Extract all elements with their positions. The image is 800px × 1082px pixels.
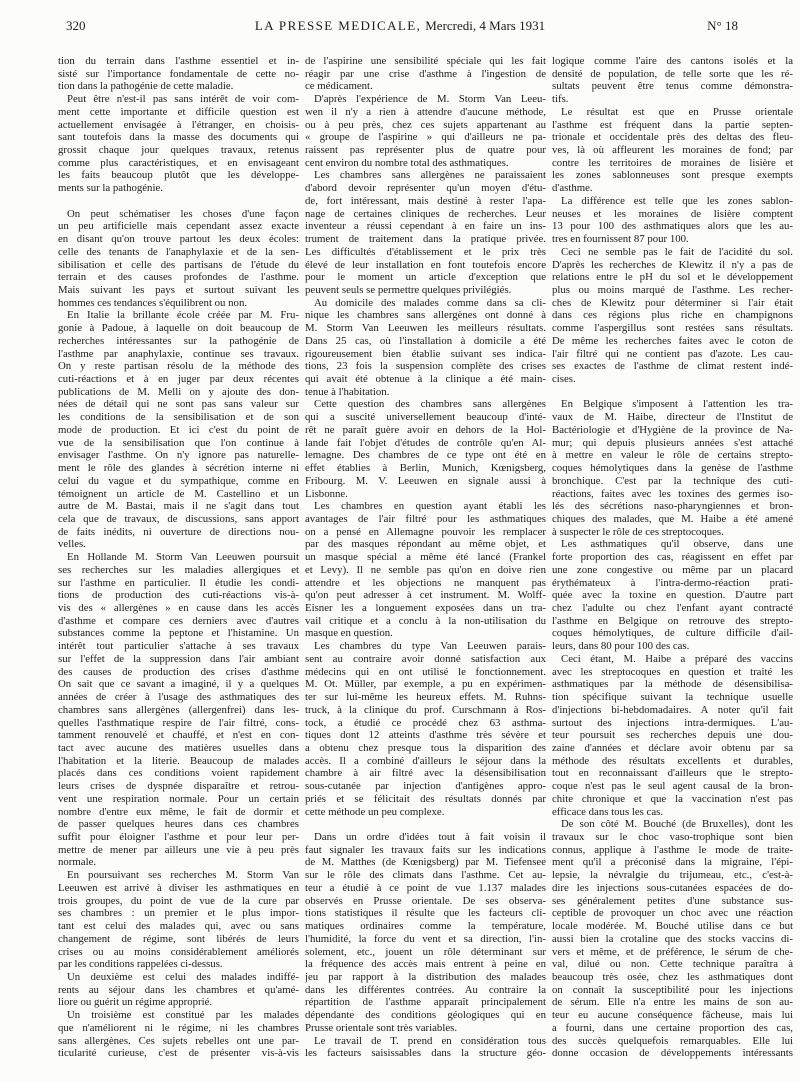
text-line: lés des sécrétions naso-pharyngiennes et bron- bbox=[552, 500, 793, 513]
text-line: matiques ordinaires comme la température, bbox=[305, 920, 546, 933]
text-line: trument de traitement dans la pratique privée. bbox=[305, 233, 546, 246]
text-line: Leeuwen est arrivé à diviser les asthmatiques en bbox=[58, 881, 299, 894]
running-header bbox=[0, 18, 800, 38]
text-line: logique comme l'aire des cantons isolés et la bbox=[552, 55, 793, 67]
text-line: publications de M. Melli on y ajoute des don- bbox=[58, 385, 299, 398]
text-line: sur le rôle des climats dans l'asthme. Cet au- bbox=[305, 869, 546, 882]
text-line: de M. Matthes (de Kœnigsberg) par M. Tiefensee bbox=[305, 856, 546, 869]
text-line: wen il n'y a rien à attendre d'aucune méthode, bbox=[305, 105, 546, 118]
text-line: solement, etc., jouent un rôle déterminant sur bbox=[305, 945, 546, 958]
text-line: leurs, dans 80 pour 100 des cas. bbox=[552, 640, 690, 653]
text-line: l'air filtré qui ne contient pas d'azote. Les cau- bbox=[552, 347, 793, 360]
text-line: ses exactes de l'asthme de climat restent indé- bbox=[552, 360, 793, 373]
text-line: jeu par rapport à la distribution des malades bbox=[305, 970, 546, 983]
text-line: autre de M. Bastai, mais il ne s'agit dans tout bbox=[58, 500, 299, 513]
text-line: ce médicament. bbox=[305, 80, 373, 93]
text-line: de sérum. Elle n'a entre les mains de son au- bbox=[552, 996, 793, 1009]
text-line: dans ces régions plus riche en champignons bbox=[552, 309, 793, 322]
text-line: tout en reconnaissant d'ailleurs que le strepto- bbox=[552, 767, 793, 780]
text-line: priés et se félicitait des résultats donnés par bbox=[305, 792, 546, 805]
text-line: changement de régime, sont libérés de leurs bbox=[58, 932, 299, 945]
text-line: leurs crises de dyspnée disparaître et retrou- bbox=[58, 780, 299, 793]
text-line: par des masques répondant au même objet, et bbox=[305, 538, 546, 551]
text-line: surtout des injections intra-dermiques. L'au- bbox=[552, 716, 793, 729]
text-line: forte proportion des cas, réagissent en effet par bbox=[552, 551, 793, 564]
text-line: et Levy). Il ne semble pas qu'on en doive rien bbox=[305, 563, 546, 576]
text-line: peuvent seuls se permettre quelques privilégiés. bbox=[305, 283, 512, 296]
text-line: on a pensé en Allemagne pouvoir les remplacer bbox=[305, 525, 546, 538]
text-line: trois groupes, du point de vue de la cure par bbox=[58, 894, 299, 907]
text-line: tifs. bbox=[552, 93, 569, 106]
text-line: cises. bbox=[552, 373, 576, 386]
text-line: tion du terrain dans l'asthme essentiel et in- bbox=[58, 55, 299, 67]
text-line: quelles l'asthmatique respire de l'air filtré, cons- bbox=[58, 716, 299, 729]
text-line: ment le rôle des glandes à sécrétion interne ni bbox=[58, 462, 299, 475]
text-line: sans allergènes. Ces sujets rebelles ont une par- bbox=[58, 1034, 299, 1047]
text-line: Bactériologie et d'Hygiène de la province de Na- bbox=[552, 423, 793, 436]
text-line: nique les chambres sans allergènes ont donné à bbox=[305, 309, 546, 322]
text-line: nombre d'entre eux même, le fait de dormir et bbox=[58, 805, 299, 818]
text-line: bronchique. C'est par la technique des cuti- bbox=[552, 474, 793, 487]
text-line: un peu artificielle mais cependant assez exacte bbox=[58, 220, 299, 233]
text-line: a obtenu chez presque tous la disparition des bbox=[305, 741, 546, 754]
text-line: trionale et occidentale près des deltas des fleu- bbox=[552, 131, 793, 144]
text-line: D'après les recherches de Klewitz il n'y a pas de bbox=[552, 258, 793, 271]
text-line: lepsie, la névralgie du trijumeau, etc., c'est-à- bbox=[552, 869, 793, 882]
text-line: chambres sans allergènes (allergenfrei) dans les- bbox=[58, 703, 299, 716]
text-column-1 bbox=[58, 55, 299, 1060]
text-line: nage de certaines cliniques de recherches. Leur bbox=[305, 207, 546, 220]
text-line: cela que de travaux, de discussions, sans apport bbox=[58, 512, 299, 525]
text-line: substances comme la peptone et l'histamine. Un bbox=[58, 627, 299, 640]
text-line: une zone congestive ou même par un placard bbox=[552, 563, 793, 576]
text-line: intérêt tout particulier s'attache à ses travaux bbox=[58, 640, 299, 653]
text-line: chambre à air filtré avec la désensibilisation bbox=[305, 767, 546, 780]
journal-name: LA PRESSE MEDICALE, bbox=[254, 18, 422, 33]
text-line: neuses et les moraines de lisière comptent bbox=[552, 207, 793, 220]
text-line: Les asthmatiques qu'il observe, dans une bbox=[561, 538, 793, 551]
text-line: aussi bien la crotaline que des stocks vaccins di- bbox=[552, 932, 793, 945]
text-line: méthode des résultats excellents et durables, bbox=[552, 754, 793, 767]
text-line: val, dilué ou non. Cette technique paraîtra à bbox=[552, 958, 793, 971]
text-line: raissent pas représenter plus de quatre pour bbox=[305, 144, 546, 157]
text-line: vail critique et a conclu à la non-utilisation du bbox=[305, 614, 546, 627]
text-line: Eisner les a longuement exposées dans un tra- bbox=[305, 602, 546, 615]
text-line: faut signaler les travaux faits sur les indications bbox=[305, 843, 546, 856]
text-line: velles. bbox=[58, 538, 86, 551]
text-line: crises ou au moins considérablement améliorés bbox=[58, 945, 299, 958]
text-line: actuellement envisagée à l'étranger, en choisis- bbox=[58, 118, 299, 131]
text-line: Ceci étant, M. Haibe a préparé des vaccins bbox=[561, 652, 793, 665]
issue-number: N° 18 bbox=[707, 18, 738, 33]
text-line: beaucoup très osée, chez les asthmatiques dont bbox=[552, 970, 793, 983]
text-line: a fourni, dans une certaine proportion des cas, bbox=[552, 1021, 793, 1034]
text-line: masque en question. bbox=[305, 627, 393, 640]
text-line: Les difficultés d'établissement et le prix très bbox=[305, 245, 546, 258]
text-line: l'asthme par anaphylaxie, continue ses travaux. bbox=[58, 347, 299, 360]
text-line: teur a étudié à ce point de vue 1.137 malades bbox=[305, 881, 546, 894]
text-line: celui du vague et du sympathique, comme en bbox=[58, 474, 299, 487]
text-line: La différence est telle que les zones sablon- bbox=[561, 194, 793, 207]
text-line: truck, à la clinique du prof. Curschmann à Ros- bbox=[305, 703, 546, 716]
text-line: tions de production des cuti-réactions vis-à- bbox=[58, 589, 299, 602]
text-line: Les chambres en question ayant établi les bbox=[314, 500, 546, 513]
text-column-2 bbox=[305, 55, 546, 1060]
text-line: Dans 25 cas, où l'installation à domicile a été bbox=[305, 334, 546, 347]
text-line: un masque spécial a même été lancé (Frankel bbox=[305, 551, 546, 564]
text-line: teur poursuit ses recherches depuis une dou- bbox=[552, 729, 793, 742]
text-line: les faits beaucoup plutôt que les développe- bbox=[58, 169, 299, 182]
text-line: vers et même, et de préférence, le sérum de che- bbox=[552, 945, 793, 958]
text-line: ceptible de provoquer un choc avec une réaction bbox=[552, 907, 793, 920]
text-line: cent environ du nombre total des asthmatiques. bbox=[305, 156, 509, 169]
text-line: zaine d'années et déclare avoir obtenu par sa bbox=[552, 741, 793, 754]
text-line: que n'améliorent ni le régime, ni les chambres bbox=[58, 1021, 299, 1034]
text-line: sent au contraire avoir donné satisfaction aux bbox=[305, 652, 546, 665]
text-line: d'injections bi-hebdomadaires. A noter qu'il fait bbox=[552, 703, 793, 716]
text-line: relations entre le pH du sol et le développement bbox=[552, 271, 793, 284]
text-line: ves, là où affleurent les moraines de fond; par bbox=[552, 144, 793, 157]
text-line: travaux sur le choc vaso-trophique sont bien bbox=[552, 831, 793, 843]
text-line: tamment renouvelé et chauffé, et n'est en con- bbox=[58, 729, 299, 742]
text-line: terrain et des causes profondes de l'asthme. bbox=[58, 271, 299, 284]
text-line: rêt ne paraît guère avoir en dehors de la Hol- bbox=[305, 423, 546, 436]
text-line: érythémateux à l'intra-dermo-réaction prati- bbox=[552, 576, 793, 589]
text-line: tact avec aucune des matières usuelles dans bbox=[58, 741, 299, 754]
text-line: coque n'est pas le seul agent causal de la bron- bbox=[552, 780, 793, 793]
text-line: d'abord devoir représenter qu'un moyen d'étu- bbox=[305, 182, 546, 195]
text-line: locale modérée. M. Bouché utilise dans ce but bbox=[552, 920, 793, 933]
text-line: tock, a étudié ce procédé chez 63 asthma- bbox=[305, 716, 546, 729]
text-line: mur; qui depuis plusieurs années s'est attaché bbox=[552, 436, 793, 449]
text-line: dire les injections sous-cutanées espacées de do- bbox=[552, 881, 793, 894]
text-line: des succès quelquefois remarquables. Elle lui bbox=[552, 1034, 793, 1047]
text-line: coques hémolytiques dans la genèse de l'asthme bbox=[552, 462, 793, 475]
text-line: teur eu aucune conséquence fâcheuse, mais lui bbox=[552, 1009, 793, 1022]
text-line: qu'on peut adresser à cet instrument. M. Wolff- bbox=[305, 589, 546, 602]
text-line: En Italie la brillante école créée par M. Fru- bbox=[67, 309, 299, 322]
text-line: De même les recherches faites avec le coton de bbox=[552, 334, 793, 347]
text-line: Un troisième est constitué par les malades bbox=[67, 1009, 299, 1022]
text-line: On sait que ce savant a imaginé, il y a quelques bbox=[58, 678, 299, 691]
text-line: l'habitation et la literie. Beaucoup de malades bbox=[58, 754, 299, 767]
text-line: quée avec la toxine en question. D'autre part bbox=[552, 589, 793, 602]
text-line: ter sur lui-même les heureux effets. M. Ruhns- bbox=[305, 691, 546, 704]
text-line: années de créer à l'usage des asthmatiques des bbox=[58, 691, 299, 704]
text-line: comme plus caractéristiques, et en envisageant bbox=[58, 156, 299, 169]
text-line: On y reste partisan résolu de la méthode des bbox=[58, 360, 299, 373]
text-line: qui a suscité universellement beaucoup d'inté- bbox=[305, 411, 546, 424]
journal-title bbox=[0, 18, 800, 34]
text-line: rigoureusement bien établie suivant ses indica- bbox=[305, 347, 546, 360]
text-line: grossit chaque jour quelques travaux, retenus bbox=[58, 144, 299, 157]
text-line: les facteurs saisissables dans la structure géo- bbox=[305, 1047, 546, 1060]
text-line: Un deuxième est celui des malades indiffé- bbox=[67, 970, 299, 983]
text-line: Peut être n'est-il pas sans intérêt de voir com- bbox=[67, 93, 299, 106]
text-line: D'après l'expérience de M. Storm Van Leeu- bbox=[314, 93, 546, 106]
text-line: cette méthode un peu complexe. bbox=[305, 805, 445, 818]
text-line: efficace dans tous les cas. bbox=[552, 805, 664, 818]
text-line: les conditions de la sensibilisation et de son bbox=[58, 411, 299, 424]
text-line: normale. bbox=[58, 856, 97, 869]
text-line: médecins qui en ont utilisé le fonctionnement. bbox=[305, 665, 546, 678]
text-line: dépendante des conditions géologiques qui en bbox=[305, 1009, 546, 1022]
text-line: de faits inédits, ni ouverture de directions nou- bbox=[58, 525, 299, 538]
text-line: celle des tenants de l'anaphylaxie et de la sen- bbox=[58, 245, 299, 258]
text-line: sous-cutanée par injection d'antigènes appro- bbox=[305, 780, 546, 793]
issue-date: Mercredi, 4 Mars 1931 bbox=[425, 18, 546, 33]
text-line: liore ou guérit un régime approprié. bbox=[58, 996, 213, 1009]
text-line: plus ou moins marqué de l'asthme. Les recher- bbox=[552, 283, 793, 296]
text-line: on connaît la susceptibilité pour les injections bbox=[552, 983, 793, 996]
text-line: l'humidité, la force du vent et sa direction, l'in- bbox=[305, 932, 546, 945]
text-line: suffit pour éloigner l'asthme et pour leur per- bbox=[58, 831, 299, 843]
text-line: pour le moment un article d'exception que bbox=[305, 271, 546, 284]
text-line: de l'aspirine une sensibilité spéciale qui les fait bbox=[305, 55, 546, 67]
text-line: M. Ot. Müller, par exemple, a pu en expérimen- bbox=[305, 678, 546, 691]
text-line: d'asthme. bbox=[552, 182, 593, 195]
text-line: dans les différentes contrées. Au contraire la bbox=[305, 983, 546, 996]
text-line: Prusse orientale sont très variables. bbox=[305, 1021, 458, 1034]
text-line: ment qu'il a préconisé dans la migraine, l'épi- bbox=[552, 856, 793, 869]
text-line: tres en fournissent 87 pour 100. bbox=[552, 233, 689, 246]
text-line: à mettre en valeur le rôle de certains strepto- bbox=[552, 449, 793, 462]
text-line: ou à peu près, chez ces sujets appartenant au bbox=[305, 118, 546, 131]
text-line: à suspecter le rôle de ces streptocoques. bbox=[552, 525, 724, 538]
text-line: M. Storm Van Leeuwen les meilleurs résultats. bbox=[305, 322, 546, 335]
text-line: Cette question des chambres sans allergènes bbox=[314, 398, 546, 411]
text-line: comme l'aspergillus sont restées sans résultats. bbox=[552, 322, 793, 335]
text-line: tant est celui des malades qui, avec ou sans bbox=[58, 920, 299, 933]
text-line: par les conditions rappelées ci-dessus. bbox=[58, 958, 223, 971]
text-line: ments sur la pathogénie. bbox=[58, 182, 163, 195]
text-line: vent une respiration normale. Pour un certain bbox=[58, 792, 299, 805]
text-line: connus, applique à l'asthme le mode de traite- bbox=[552, 843, 793, 856]
text-line: tion spécifique suivant la technique usuelle bbox=[552, 691, 793, 704]
text-line: De son côté M. Bouché (de Bruxelles), dont les bbox=[561, 818, 793, 831]
text-line: avantages de l'air filtré pour les asthmatiques bbox=[305, 512, 546, 525]
text-line: Dans un ordre d'idées tout à fait voisin il bbox=[314, 831, 546, 843]
text-line: 13 pour 100 des asthmatiques alors que les au- bbox=[552, 220, 793, 233]
text-line: vis des « allergènes » en cause dans les accès bbox=[58, 602, 299, 615]
text-line: gonie à Padoue, à laquelle on doit beaucoup de bbox=[58, 322, 299, 335]
text-line: de, fort intéressant, mais destiné à rester l'apa- bbox=[305, 194, 546, 207]
text-line: Ceci ne semble pas le fait de l'acidité du sol. bbox=[561, 245, 793, 258]
text-line: tions, 23 fois la suspension complète des crises bbox=[305, 360, 546, 373]
text-line: vaux de M. Haibe, directeur de l'Institut de bbox=[552, 411, 793, 424]
text-line: Mais suivant les pays et surtout suivant les bbox=[58, 283, 299, 296]
text-line: accès. Il a combiné d'ailleurs le séjour dans la bbox=[305, 754, 546, 767]
text-line: mettre de mener par ailleurs une vie à peu près bbox=[58, 843, 299, 856]
text-column-3 bbox=[552, 55, 793, 1060]
text-line: chite chronique et que la vaccination n'est pas bbox=[552, 792, 793, 805]
text-line: Les chambres du type Van Leeuwen parais- bbox=[314, 640, 546, 653]
text-line: rents au séjour dans les chambres et qu'amé- bbox=[58, 983, 299, 996]
text-line: Fribourg. M. V. Leeuwen en signale aussi à bbox=[305, 474, 546, 487]
text-line: tion dans la pathogénie de cette maladie. bbox=[58, 80, 234, 93]
text-line: hommes ces tendances s'équilibrent ou non. bbox=[58, 296, 248, 309]
text-line: la fréquence des accès mais entrent à peine en bbox=[305, 958, 546, 971]
text-line: densité de population, de telle sorte que les ré- bbox=[552, 67, 793, 80]
text-line: ticularité curieuse, c'est de présenter vis-à-vis bbox=[58, 1047, 299, 1060]
text-line: vue de la sensibilisation que l'on continue à bbox=[58, 436, 299, 449]
text-line: d'asthme et compare ces derniers avec d'autres bbox=[58, 614, 299, 627]
text-line: tiques dont 12 atteints d'asthme très sévère et bbox=[305, 729, 546, 742]
text-line: ses recherches sur les maladies allergiques et bbox=[58, 563, 299, 576]
text-line: En Hollande M. Storm Van Leeuwen poursuit bbox=[67, 551, 299, 564]
text-line: sant toutefois dans la masse des documents qui bbox=[58, 131, 299, 144]
text-line: inventeur a réussi cependant à en faire un ins- bbox=[305, 220, 546, 233]
text-line: « groupe de l'aspirine » qui d'ailleurs ne pa- bbox=[305, 131, 546, 144]
text-line: répartition de l'asthme apparaît principalement bbox=[305, 996, 546, 1009]
text-line: cuti-réactions et à en juger par deux récentes bbox=[58, 373, 299, 386]
text-line: avec les streptocoques en question et traité les bbox=[552, 665, 793, 678]
text-line: tions statistiques il résulte que les facteurs cli- bbox=[305, 907, 546, 920]
text-line: les zones sablonneuses sont presque exempts bbox=[552, 169, 793, 182]
text-line: envisager l'asthme. On n'y ignore pas naturelle- bbox=[58, 449, 299, 462]
text-line: ment cette importante et difficile question est bbox=[58, 105, 299, 118]
text-line: Le travail de T. prend en considération tous bbox=[314, 1034, 546, 1047]
text-line: En Belgique s'imposent à l'attention les tra- bbox=[561, 398, 793, 411]
text-line: On peut schématiser les choses d'une façon bbox=[67, 207, 299, 220]
text-line: ches de Klewitz pour déterminer si l'air était bbox=[552, 296, 793, 309]
text-line: effet établies à Berlin, Munich, Kœnigsberg, bbox=[305, 462, 546, 475]
text-line: mode de production. Et ici c'est du point de bbox=[58, 423, 299, 436]
text-line: réagir par une crise d'asthme à l'ingestion de bbox=[305, 67, 546, 80]
text-line: sur l'asthme en particulier. Il étudie les condi- bbox=[58, 576, 299, 589]
text-line: chez l'adulte ou chez l'enfant ayant contracté bbox=[552, 602, 793, 615]
text-line: sur l'effet de la suppression dans l'air ambiant bbox=[58, 652, 299, 665]
text-line: Au domicile des malades comme dans sa cli- bbox=[314, 296, 546, 309]
text-line: l'asthme en Belgique on retrouve des strepto- bbox=[552, 614, 793, 627]
text-line: chiques des malades, que M. Haibe a été amené bbox=[552, 512, 793, 525]
text-line: témoignent un article de M. Castellino et un bbox=[58, 487, 299, 500]
text-line: Les chambres sans allergènes ne paraissaient bbox=[314, 169, 546, 182]
text-line: sisté sur l'importance fondamentale de cette no- bbox=[58, 67, 299, 80]
text-line: élevé de leur installation en font toutefois encore bbox=[305, 258, 546, 271]
text-line: qui avait été obtenue à la clinique a été main- bbox=[305, 373, 546, 386]
text-line: Le résultat est que en Prusse orientale bbox=[561, 105, 793, 118]
text-line: asthmatiques par la méthode de désensibilisa- bbox=[552, 678, 793, 691]
text-line: observés en Prusse orientale. De ses observa- bbox=[305, 894, 546, 907]
text-line: l'asthme est fréquent dans la partie septen- bbox=[552, 118, 793, 131]
text-line: Lisbonne. bbox=[305, 487, 348, 500]
text-line: sultats peuvent être tenus comme démonstra- bbox=[552, 80, 793, 93]
text-line: lande fait l'objet d'études de contrôle qu'en Al- bbox=[305, 436, 546, 449]
text-line: recherches intéressantes sur la pathogénie de bbox=[58, 334, 299, 347]
text-line: placés dans ces conditions voient rapidement bbox=[58, 767, 299, 780]
text-line: en disant qu'on trouve partout les deux écoles: bbox=[58, 233, 299, 246]
text-line: de passer quelques heures dans ces chambres bbox=[58, 818, 299, 831]
text-line: En poursuivant ses recherches M. Storm Van bbox=[67, 869, 299, 882]
text-line: ses chambres : un premier et le plus impor- bbox=[58, 907, 299, 920]
text-line: coques hémolytiques, de culture difficile d'ail- bbox=[552, 627, 793, 640]
text-line: donne occasion de développements intéressants bbox=[552, 1047, 793, 1060]
text-line: sibilisation et celle des partisans de l'étude du bbox=[58, 258, 299, 271]
text-line: attendre et les objections ne manquent pas bbox=[305, 576, 546, 589]
text-line: nées de détail qui ne sont pas sans valeur sur bbox=[58, 398, 299, 411]
text-line: contre les territoires de moraines de lisière et bbox=[552, 156, 793, 169]
text-line: ses généralement petites d'une substance sus- bbox=[552, 894, 793, 907]
text-line: lemagne. Des chambres de ce type ont été en bbox=[305, 449, 546, 462]
text-line: des causes de production des crises d'asthme bbox=[58, 665, 299, 678]
page-number: 320 bbox=[66, 18, 86, 33]
text-line: tenue à l'habitation. bbox=[305, 385, 390, 398]
text-line: réactions, faites avec les toxines des germes iso- bbox=[552, 487, 793, 500]
